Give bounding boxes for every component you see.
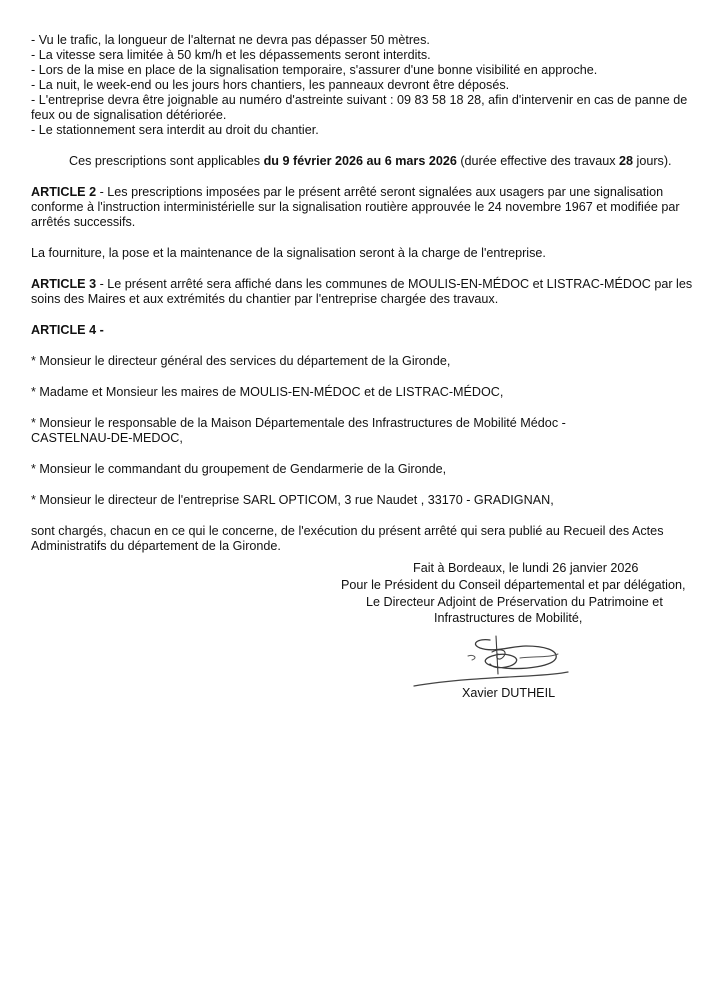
article-3-label: ARTICLE 3 [31, 277, 97, 291]
recipient: * Monsieur le responsable de la Maison Départementale des Infrastructures de Mobilité Médoc - [31, 416, 566, 430]
prescription-bullets [31, 33, 688, 138]
prescription-period: Ces prescriptions sont applicables du 9 février 2026 au 6 mars 2026 (durée effective des travaux 28 jours). [69, 154, 672, 168]
closing-paragraph: sont chargés, chacun en ce qui le concerne, de l'exécution du présent arrêté qui sera publié au Recueil des Actes [31, 524, 664, 538]
bullet-line: - Le stationnement sera interdit au droit du chantier. [31, 123, 319, 137]
document-page [31, 33, 693, 554]
signatory-title: Infrastructures de Mobilité, [434, 611, 583, 625]
recipient: * Monsieur le directeur général des services du département de la Gironde, [31, 354, 451, 368]
recipient: CASTELNAU-DE-MEDOC, [31, 431, 183, 445]
delegation-line: Pour le Président du Conseil départemental et par délégation, [341, 578, 686, 592]
closing-paragraph: Administratifs du département de la Gironde. [31, 539, 281, 553]
article-4 [31, 323, 671, 554]
bullet-line: - Vu le trafic, la longueur de l'alternat ne devra pas dépasser 50 mètres. [31, 33, 430, 47]
article-3: ARTICLE 3 - Le présent arrêté sera affiché dans les communes de MOULIS-EN-MÉDOC et LISTRAC-MÉDOC par les soins des Maires et aux extrémités du chantier par l'entreprise chargée des travaux. [31, 277, 693, 306]
supply-paragraph: La fourniture, la pose et la maintenance de la signalisation seront à la charge de l'entreprise. [31, 246, 546, 260]
bullet-line: - L'entreprise devra être joignable au numéro d'astreinte suivant : 09 83 58 18 28, afin d'intervenir en cas de panne de [31, 93, 688, 107]
bullet-line: feux ou de signalisation détériorée. [31, 108, 227, 122]
bullet-line: - La vitesse sera limitée à 50 km/h et les dépassements seront interdits. [31, 48, 431, 62]
article-2-label: ARTICLE 2 [31, 185, 97, 199]
recipient: * Monsieur le directeur de l'entreprise SARL OPTICOM, 3 rue Naudet , 33170 - GRADIGNAN, [31, 493, 554, 507]
article-2: ARTICLE 2 - Les prescriptions imposées par le présent arrêté seront signalées aux usagers par une signalisation conforme à l'instruction interministérielle sur la signalisation routière approuvée le 24 novembre 1967 et modifiée par arrêtés successifs. [31, 185, 680, 229]
period-duration: 28 [619, 154, 634, 168]
signatory-title: Le Directeur Adjoint de Préservation du Patrimoine et [366, 595, 663, 609]
bullet-line: - La nuit, le week-end ou les jours hors chantiers, les panneaux devront être déposés. [31, 78, 510, 92]
recipient: * Madame et Monsieur les maires de MOULIS-EN-MÉDOC et de LISTRAC-MÉDOC, [31, 385, 504, 399]
signatory-name: Xavier DUTHEIL [462, 686, 556, 700]
handwritten-signature-icon [408, 634, 573, 690]
period-dates: du 9 février 2026 au 6 mars 2026 [263, 154, 457, 168]
recipient: * Monsieur le commandant du groupement de Gendarmerie de la Gironde, [31, 462, 447, 476]
place-date: Fait à Bordeaux, le lundi 26 janvier 2026 [413, 561, 639, 575]
bullet-line: - Lors de la mise en place de la signalisation temporaire, s'assurer d'une bonne visibilité en approche. [31, 63, 598, 77]
article-4-label: ARTICLE 4 - [31, 323, 104, 337]
